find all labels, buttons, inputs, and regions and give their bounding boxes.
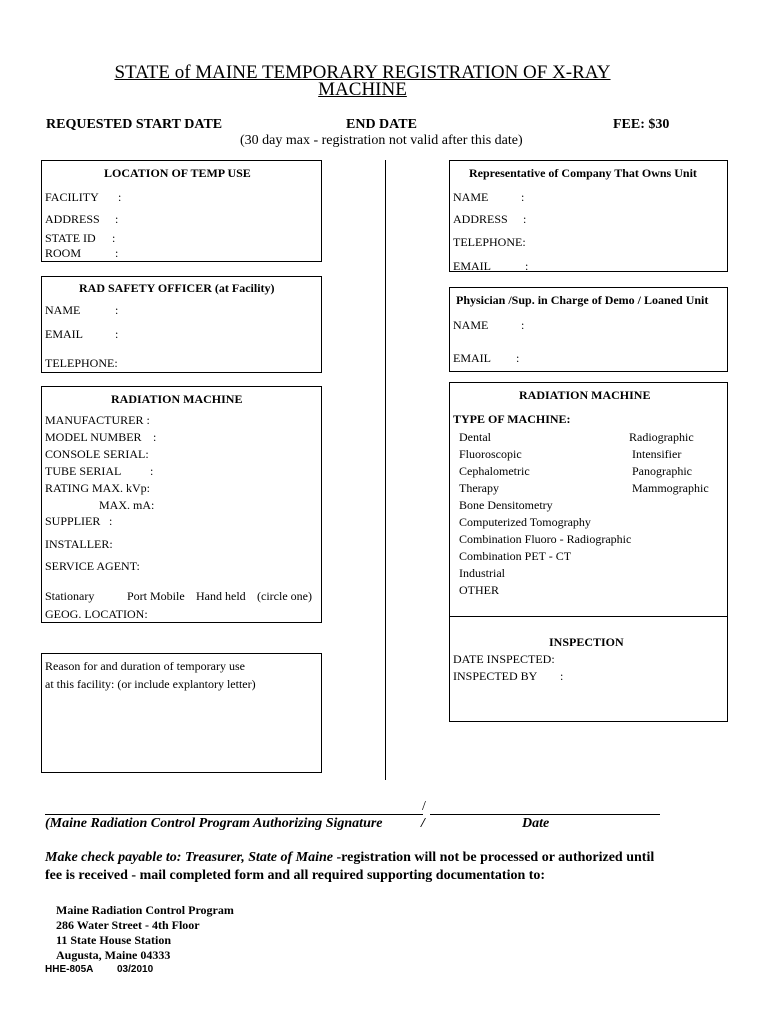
option-hand-held: Hand held [196, 589, 246, 603]
supplier-label: SUPPLIER [45, 514, 101, 528]
model-number-label: MODEL NUMBER [45, 430, 142, 444]
geog-location-label: GEOG. LOCATION: [45, 607, 148, 621]
rso-email-label: EMAIL [45, 327, 83, 341]
location-heading: LOCATION OF TEMP USE [104, 166, 251, 180]
type-fluoroscopic: Fluoroscopic [459, 447, 522, 461]
type-panographic: Panographic [632, 464, 692, 478]
type-bone-densitometry: Bone Densitometry [459, 498, 553, 512]
rso-telephone-label: TELEPHONE: [45, 356, 118, 370]
type-therapy: Therapy [459, 481, 499, 495]
end-date-label: END DATE [346, 117, 417, 132]
console-serial-label: CONSOLE SERIAL: [45, 447, 149, 461]
address-colon: : [115, 212, 119, 226]
option-circle-one: (circle one) [257, 589, 312, 603]
supplier-colon: : [109, 514, 113, 528]
tube-serial-label: TUBE SERIAL [45, 464, 122, 478]
inspected-by-label: INSPECTED BY [453, 669, 538, 683]
requested-start-date-label: REQUESTED START DATE [46, 117, 223, 132]
physician-heading: Physician /Sup. in Charge of Demo / Loaned Unit [456, 293, 709, 307]
type-cephalometric: Cephalometric [459, 464, 530, 478]
inspection-heading: INSPECTION [549, 635, 624, 649]
representative-box [449, 160, 728, 272]
state-id-label: STATE ID [45, 231, 96, 245]
radiation-machine-right-box [449, 382, 728, 617]
option-port: Port [127, 589, 148, 603]
address-line-3: 11 State House Station [56, 933, 172, 947]
physician-box [449, 287, 728, 372]
rating-ma-label: MAX. mA: [99, 498, 155, 512]
payment-warning: -registration will not be processed or authorized until [333, 850, 655, 865]
address-line-2: 286 Water Street - 4th Floor [56, 918, 200, 932]
signature-slash: / [422, 799, 426, 814]
date-inspected-label: DATE INSPECTED: [453, 652, 555, 666]
type-combination-pet-ct: Combination PET - CT [459, 549, 572, 563]
reason-box [41, 653, 322, 773]
type-other: OTHER [459, 583, 499, 597]
state-id-colon: : [112, 231, 116, 245]
type-radiographic: Radiographic [629, 430, 694, 444]
page-title-line2: MACHINE [318, 79, 407, 100]
type-computerized-tomography: Computerized Tomography [459, 515, 591, 529]
type-combination-fluoro: Combination Fluoro - Radiographic [459, 532, 632, 546]
facility-label: FACILITY [45, 190, 99, 204]
tube-serial-colon: : [150, 464, 154, 478]
date-note: (30 day max - registration not valid after this date) [240, 133, 523, 148]
rep-name-colon: : [521, 190, 525, 204]
rso-box [41, 276, 322, 373]
rep-address-colon: : [523, 212, 527, 226]
type-dental: Dental [459, 430, 491, 444]
date-line [430, 814, 660, 815]
rso-email-colon: : [115, 327, 119, 341]
signature-line [45, 814, 423, 815]
rep-address-label: ADDRESS [453, 212, 508, 226]
address-line-4: Augusta, Maine 04333 [56, 948, 171, 962]
manufacturer-label: MANUFACTURER : [45, 413, 150, 427]
address-label: ADDRESS [45, 212, 100, 226]
rso-name-label: NAME [45, 303, 81, 317]
address-line-1: Maine Radiation Control Program [56, 903, 234, 917]
page-title: STATE of MAINE TEMPORARY REGISTRATION OF X-RAY [114, 62, 611, 83]
type-industrial: Industrial [459, 566, 505, 580]
service-agent-label: SERVICE AGENT: [45, 559, 140, 573]
inspection-box [449, 616, 728, 722]
type-mammographic: Mammographic [632, 481, 709, 495]
type-intensifier: Intensifier [632, 447, 682, 461]
representative-heading: Representative of Company That Owns Unit [469, 166, 697, 180]
physician-email-colon: : [516, 351, 520, 365]
option-mobile: Mobile [150, 589, 185, 603]
inspected-by-colon: : [560, 669, 564, 683]
radiation-machine-right-heading: RADIATION MACHINE [519, 388, 651, 402]
signature-date-label: Date [522, 816, 550, 831]
rating-kvp-label: RATING MAX. kVp: [45, 481, 150, 495]
rep-email-colon: : [525, 259, 529, 273]
physician-name-colon: : [521, 318, 525, 332]
form-number: HHE-805A [45, 964, 94, 975]
installer-label: INSTALLER: [45, 537, 113, 551]
type-of-machine-label: TYPE OF MACHINE: [453, 412, 571, 426]
room-label: ROOM [45, 246, 82, 260]
model-number-colon: : [153, 430, 157, 444]
physician-email-label: EMAIL [453, 351, 491, 365]
reason-line2: at this facility: (or include explantory letter) [45, 677, 256, 691]
signature-slash2: / [421, 816, 425, 831]
fee-label: FEE: $30 [613, 117, 670, 132]
payment-payable: Make check payable to: Treasurer, State of Maine [45, 850, 334, 865]
payment-line2: fee is received - mail completed form and all required supporting documentation to: [45, 868, 546, 883]
location-box [41, 160, 322, 262]
rso-heading: RAD SAFETY OFFICER (at Facility) [79, 281, 275, 295]
rep-name-label: NAME [453, 190, 489, 204]
center-divider [385, 160, 386, 780]
physician-name-label: NAME [453, 318, 489, 332]
facility-colon: : [118, 190, 122, 204]
rso-name-colon: : [115, 303, 119, 317]
form-date: 03/2010 [117, 964, 154, 975]
rep-email-label: EMAIL [453, 259, 491, 273]
signature-label: (Maine Radiation Control Program Authorizing Signature [45, 816, 383, 831]
payment-line1 [45, 850, 654, 866]
radiation-machine-left-box [41, 386, 322, 623]
radiation-machine-left-heading: RADIATION MACHINE [111, 392, 243, 406]
option-stationary: Stationary [45, 589, 95, 603]
reason-line1: Reason for and duration of temporary use [45, 659, 245, 673]
rep-telephone-label: TELEPHONE: [453, 235, 526, 249]
room-colon: : [115, 246, 119, 260]
